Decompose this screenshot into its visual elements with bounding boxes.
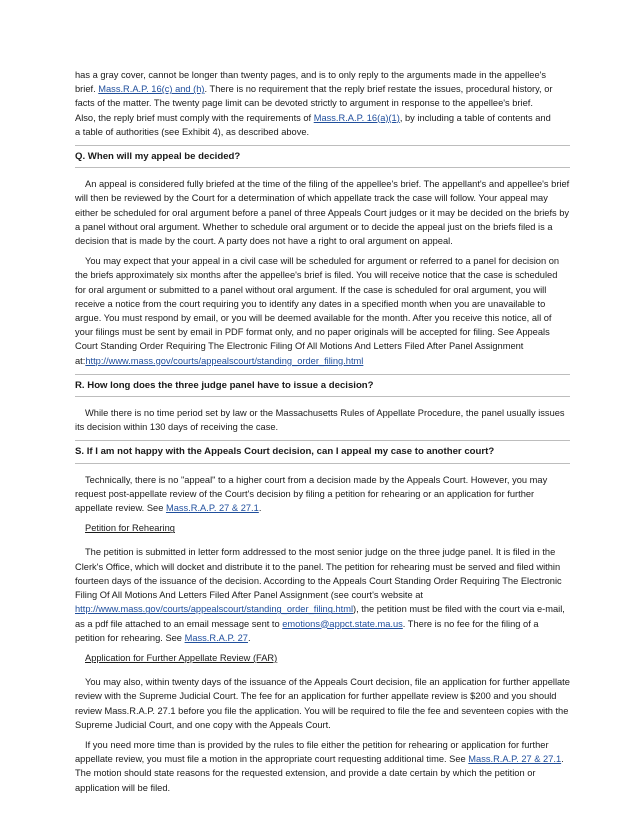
intro-text: , by including a table of contents and: [399, 112, 551, 123]
intro-paragraph: [75, 68, 570, 139]
rule-16c-link[interactable]: Mass.R.A.P. 16(c) and (h): [98, 84, 205, 95]
standing-order-link-2[interactable]: http://www.mass.gov/courts/appealscourt/standing_order_filing.html: [75, 604, 354, 615]
rehearing-text: . There is no fee for the filing of a petition for rehearing. See: [75, 618, 539, 643]
question-another-court: S. If I am not happy with the Appeals Court decision, can I appeal my case to another court?: [75, 440, 570, 463]
another-court-text: .: [258, 503, 262, 514]
more-time-paragraph: [75, 738, 570, 795]
far-title: Application for Further Appellate Review (FAR): [85, 652, 278, 663]
intro-line-5: a table of authorities (see Exhibit 4), as described above.: [75, 126, 310, 137]
question-panel-time: R. How long does the three judge panel have to issue a decision?: [75, 374, 570, 397]
rule-27-link-3[interactable]: Mass.R.A.P. 27 & 27.1: [468, 754, 562, 765]
intro-text: . There is no requirement that the reply brief restate the issues, procedural history, or: [204, 84, 553, 95]
decided-paragraph-1: An appeal is considered fully briefed at the time of the filing of the appellee's brief. The appellant's and appellee's brief will then be reviewed by the Court for a determination of which appellate track the case will follow. Your appeal may either be scheduled for oral argument before a panel of three Appeals Court judges or it may be decided on the briefs by a panel without oral argument. Whether to schedule oral argument or to decide the appeal just on the briefs filed is a decision that is made by the court. A party does not have a right to oral argument on appeal.: [75, 179, 570, 247]
rehearing-text: .: [247, 632, 251, 643]
another-court-text: Technically, there is no "appeal" to a higher court from a decision made by the Appeals Court. However, you may request post-appellate review of the Court's decision by filing a petition for rehearing or an application for further appellate review. See: [75, 474, 548, 514]
more-time-text: If you need more time than is provided by the rules to file either the petition for rehearing or application for further appellate review, you must file a motion in the appropriate court requesting additional time. See: [75, 739, 549, 765]
intro-line-3: facts of the matter. The twenty page limit can be devoted strictly to argument in response to the appellee's brief.: [75, 98, 533, 109]
rule-27-link[interactable]: Mass.R.A.P. 27 & 27.1: [165, 503, 259, 514]
standing-order-link[interactable]: http://www.mass.gov/courts/appealscourt/standing_order_filing.html: [85, 355, 364, 366]
rule-27-link-2[interactable]: Mass.R.A.P. 27: [184, 632, 248, 643]
decided-text: You may expect that your appeal in a civil case will be scheduled for argument or referred to a panel for decision on the briefs approximately six months after the appellee's brief is filed. You will receive notice that the case is scheduled for oral argument or submitted to a panel without oral argument. If the case is scheduled for oral argument, you will receive a notice from the court requiring you to identify any dates in a specified month when you are unavailable to argue. You must respond by email, or you will be deemed available for the month. After you receive this notice, all of your filings must be sent by email in PDF format only, and no paper originals will be accepted for filing. See Appeals Court Standing Order Requiring The Electronic Filing Of All Motions And Letters Filed After Panel Assignment at:: [75, 256, 560, 366]
intro-line-2: [75, 82, 570, 96]
document-page: [75, 68, 570, 801]
another-court-paragraph: [75, 473, 570, 516]
intro-text: Also, the reply brief must comply with the requirements of: [75, 112, 314, 123]
emotions-email-link[interactable]: emotions@appct.state.ma.us: [282, 618, 403, 629]
intro-line-1: has a gray cover, cannot be longer than twenty pages, and is to only reply to the arguments made in the appellee's: [75, 70, 547, 80]
intro-line-4: [75, 111, 570, 125]
far-paragraph: You may also, within twenty days of the issuance of the Appeals Court decision, file an application for further appellate review with the Supreme Judicial Court. The fee for an application for further appellate review is $200 and you should review Mass.R.A.P. 27.1 before you file the application. You will be required to file the fee and seventeen copies with the Supreme Judicial Court, and one copy with the Appeals Court.: [75, 677, 570, 730]
rehearing-text: ), the petition must be filed with the court via e-mail, as a pdf file attached to an email message sent to: [75, 604, 565, 629]
rule-16a-link[interactable]: Mass.R.A.P. 16(a)(1): [313, 112, 400, 123]
rehearing-paragraph: [75, 545, 570, 644]
rehearing-text: The petition is submitted in letter form addressed to the most senior judge on the three judge panel. It is filed in the Clerk's Office, which will docket and distribute it to the panel. The petition for rehearing must be served and filed within fourteen days of the issuance of the decision. According to the Appeals Court Standing Order Requiring The Electronic Filing Of All Motions And Letters Filed After Panel Assignment (see court's website at: [75, 547, 562, 601]
more-time-text: . The motion should state reasons for the requested extension, and provide a date certain by which the petition or application will be filed.: [75, 754, 564, 793]
petition-rehearing-title: Petition for Rehearing: [85, 523, 175, 534]
question-when-decided: Q. When will my appeal be decided?: [75, 145, 570, 168]
panel-paragraph: While there is no time period set by law or the Massachusetts Rules of Appellate Procedure, the panel usually issues its decision within 130 days of receiving the case.: [75, 408, 565, 433]
decided-paragraph-2: [75, 254, 570, 368]
intro-text: brief.: [75, 84, 99, 95]
